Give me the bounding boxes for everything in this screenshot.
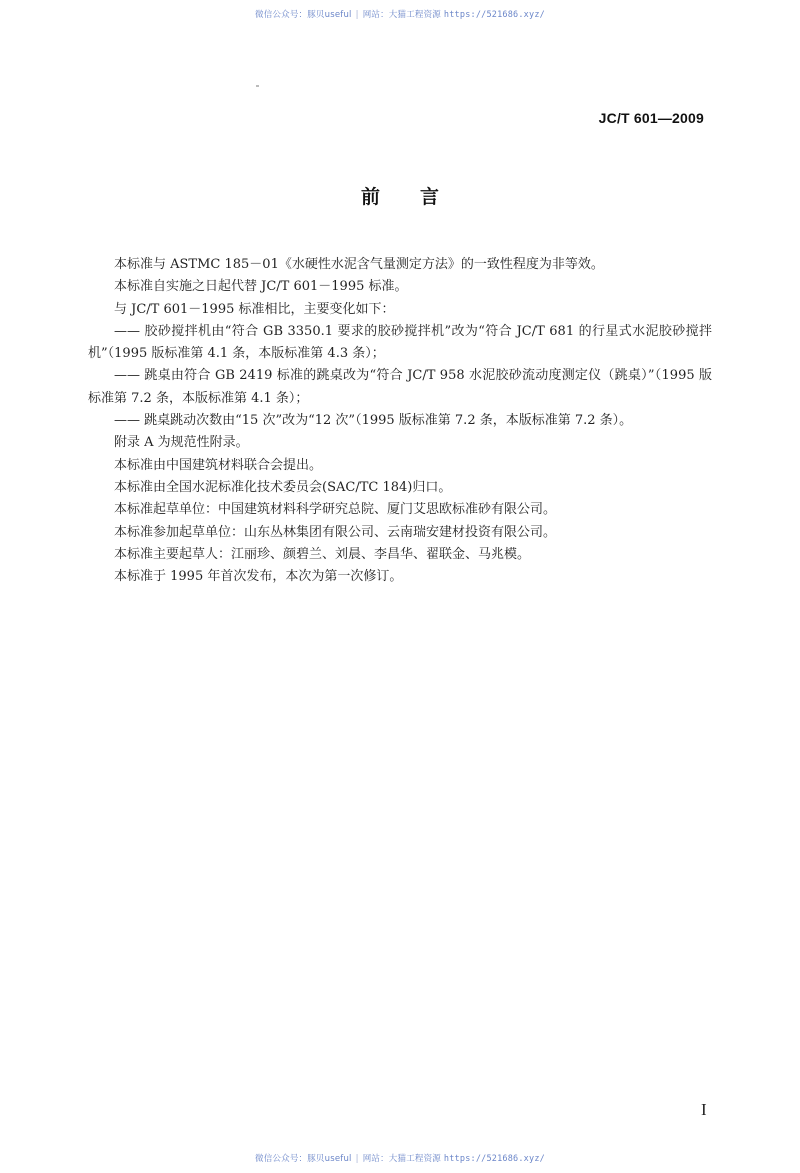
paragraph-replaces: 本标准自实施之日起代替 JC/T 601－1995 标准。: [114, 279, 408, 295]
watermark-top: [0, 8, 800, 20]
paragraph-drafters: 本标准主要起草人：江丽珍、颜碧兰、刘晨、李昌华、翟联金、马兆模。: [114, 546, 531, 562]
page-number: I: [701, 1100, 707, 1119]
paragraph-participating-units: 本标准参加起草单位：山东丛林集团有限公司、云南瑞安建材投资有限公司。: [114, 524, 557, 540]
paragraph-change-jolt-count: —— 跳桌跳动次数由“15 次”改为“12 次”（1995 版标准第 7.2 条，本版标准第 7.2 条）。: [114, 413, 633, 429]
watermark-bottom: [0, 1152, 800, 1164]
watermark-site-label: 网站：大猫工程资源: [362, 1154, 442, 1164]
paragraph-drafting-units: 本标准起草单位：中国建筑材料科学研究总院、厦门艾思欧标准砂有限公司。: [114, 502, 557, 518]
paragraph-equivalence: 本标准与 ASTMC 185－01《水硬性水泥含气量测定方法》的一致性程度为非等效。: [114, 257, 604, 272]
watermark-wechat-label: 微信公众号：豚贝useful: [255, 10, 352, 20]
title-char-2: 言: [420, 186, 440, 208]
scan-speck: [256, 85, 259, 87]
title-char-1: 前: [360, 186, 380, 208]
foreword-body: [88, 254, 712, 588]
paragraph-appendix: 附录 A 为规范性附录。: [114, 435, 249, 451]
paragraph-history: 本标准于 1995 年首次发布，本次为第一次修订。: [114, 569, 403, 585]
watermark-wechat-label: 微信公众号：豚贝useful: [255, 1154, 352, 1164]
paragraph-proposed-by: 本标准由中国建筑材料联合会提出。: [114, 457, 323, 473]
paragraph-administered-by: 本标准由全国水泥标准化技术委员会(SAC/TC 184)归口。: [114, 479, 452, 495]
page-title: [0, 182, 800, 209]
paragraph-change-flow-table: —— 跳桌由符合 GB 2419 标准的跳桌改为“符合 JC/T 958 水泥胶砂流动度测定仪（跳桌）”（1995 版标准第 7.2 条，本版标准第 4.1 条）；: [88, 368, 712, 406]
watermark-url-link[interactable]: https://521686.xyz/: [443, 10, 545, 20]
watermark-url-link[interactable]: https://521686.xyz/: [443, 1154, 545, 1164]
paragraph-change-mixer: —— 胶砂搅拌机由“符合 GB 3350.1 要求的胶砂搅拌机”改为“符合 JC/T 681 的行星式水泥胶砂搅拌机”（1995 版标准第 4.1 条，本版标准第 4.3 条）；: [88, 323, 712, 362]
standard-code: JC/T 601—2009: [598, 110, 704, 126]
paragraph-changes-intro: 与 JC/T 601－1995 标准相比，主要变化如下：: [114, 301, 395, 317]
watermark-site-label: 网站：大猫工程资源: [362, 10, 442, 20]
watermark-separator: |: [355, 10, 359, 20]
watermark-separator: |: [355, 1154, 359, 1164]
